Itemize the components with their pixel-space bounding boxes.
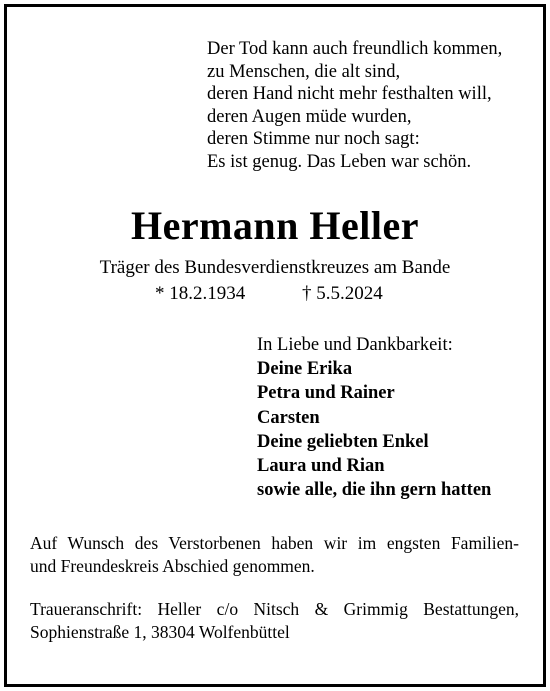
- address-line: Sophienstraße 1, 38304 Wolfenbüttel: [30, 622, 290, 642]
- poem-line: Der Tod kann auch freundlich kommen,: [207, 39, 503, 59]
- notice-line: Auf Wunsch des Verstorbenen haben wir im engsten Familien-: [30, 533, 519, 553]
- mourner-name: Deine geliebten Enkel: [257, 431, 429, 452]
- poem-line: deren Stimme nur noch sagt:: [207, 129, 420, 150]
- memorial-poem: [207, 38, 537, 174]
- mourners-list: [257, 333, 542, 502]
- deceased-name: Hermann Heller: [130, 203, 420, 248]
- notice-line: und Freundeskreis Abschied genommen.: [30, 556, 315, 576]
- poem-line: zu Menschen, die alt sind,: [207, 61, 401, 82]
- mourner-name: sowie alle, die ihn gern hatten: [257, 480, 492, 501]
- mourning-address: [30, 598, 519, 644]
- mourner-name: Deine Erika: [257, 359, 353, 380]
- deceased-honor: Träger des Bundesverdienstkreuzes am Bande: [99, 257, 451, 278]
- mourners-intro: In Liebe und Dankbarkeit:: [257, 335, 453, 355]
- mourner-name: Petra und Rainer: [257, 383, 395, 404]
- address-line: Traueranschrift: Heller c/o Nitsch & Grimmig Bestattungen,: [30, 599, 519, 619]
- poem-line: Es ist genug. Das Leben war schön.: [207, 151, 472, 172]
- mourner-name: Laura und Rian: [257, 456, 385, 477]
- mourner-name: Carsten: [257, 407, 320, 428]
- death-date: † 5.5.2024: [302, 283, 383, 304]
- funeral-notice: [30, 532, 519, 578]
- birth-date: * 18.2.1934: [155, 283, 246, 304]
- poem-line: deren Augen müde wurden,: [207, 106, 412, 127]
- poem-line: deren Hand nicht mehr festhalten will,: [207, 84, 492, 105]
